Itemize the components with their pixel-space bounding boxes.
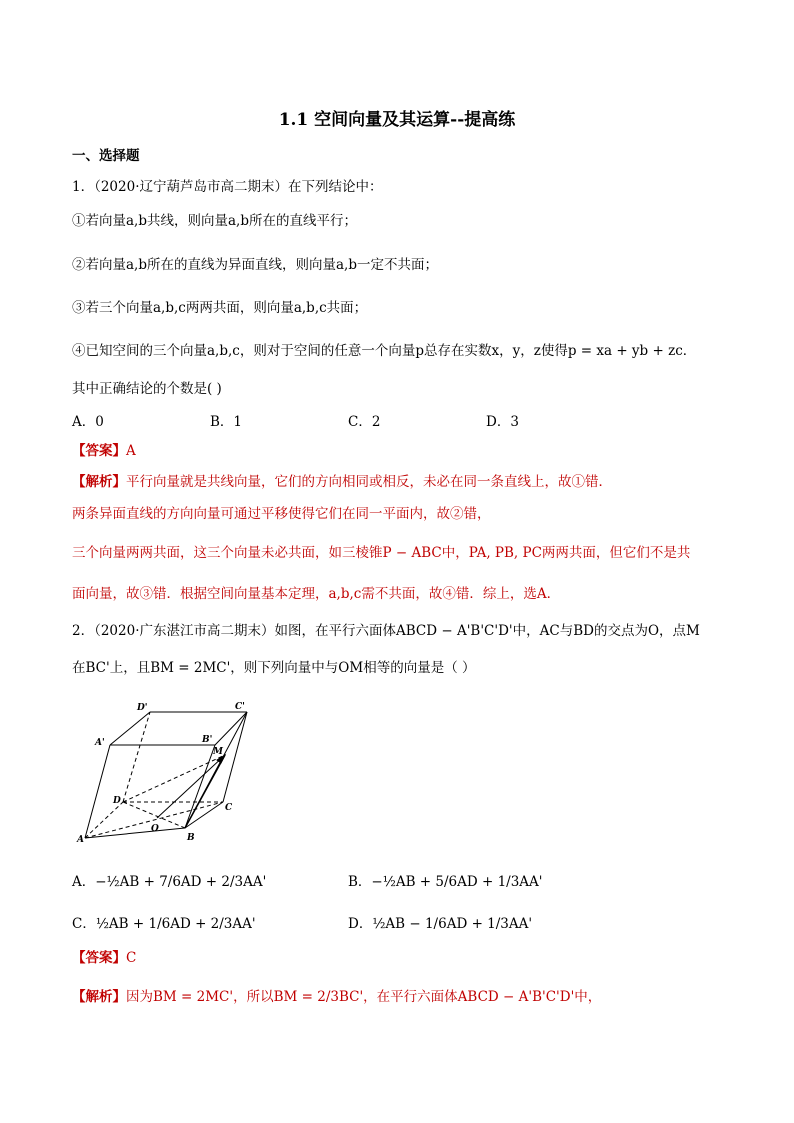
- q1-stem: 1．（2020·辽宁葫芦岛市高二期末）在下列结论中：: [72, 179, 383, 195]
- q2-answer: [72, 949, 136, 967]
- label-c: C: [225, 803, 233, 813]
- label-a: A: [77, 835, 84, 845]
- label-b: B: [187, 833, 195, 843]
- edge-bc: [185, 802, 223, 828]
- label-bprime: B': [202, 735, 213, 745]
- q2-option-c: C．½AB + 1/6AD + 2/3AA': [72, 916, 256, 932]
- q1-explanation-3: 三个向量两两共面，这三个向量未必共面，如三棱锥P − ABC中，PA, PB, PC两两共面，但它们不是共: [72, 545, 691, 561]
- section-heading: 一、选择题: [72, 148, 140, 164]
- q1-explanation-2: 两条异面直线的方向向量可通过平移使得它们在同一平面内，故②错，: [72, 506, 491, 522]
- label-cprime: C': [235, 702, 245, 712]
- q1-explanation-1: [72, 473, 612, 491]
- q1-answer: [72, 442, 136, 460]
- explanation-tag: 【解析】: [72, 989, 126, 1005]
- label-dprime: D': [137, 703, 148, 713]
- q2-explanation-1: [72, 988, 601, 1006]
- q2-option-b: B．−½AB + 5/6AD + 1/3AA': [348, 874, 543, 890]
- q2-option-d: D．½AB − 1/6AD + 1/3AA': [348, 916, 533, 932]
- q1-option-a: A．0: [72, 414, 104, 430]
- parallelepiped-figure: [75, 700, 260, 845]
- q2-option-a: A．−½AB + 7/6AD + 2/3AA': [72, 874, 267, 890]
- q1-option-c: C．2: [348, 414, 381, 430]
- answer-value: C: [126, 950, 137, 966]
- page-title: 1.1 空间向量及其运算--提高练: [278, 110, 516, 130]
- answer-value: A: [126, 443, 136, 459]
- q2-stem-1: 2．（2020·广东湛江市高二期末）如图，在平行六面体ABCD − A'B'C'D'中，AC与BD的交点为O，点M: [72, 623, 700, 639]
- explanation-text: 因为BM = 2MC'，所以BM = 2/3BC'，在平行六面体ABCD − A'B'C'D'中，: [126, 989, 602, 1005]
- q2-stem-2: 在BC'上，且BM = 2MC'，则下列向量中与OM相等的向量是（ ）: [72, 660, 476, 676]
- q1-question: 其中正确结论的个数是( ): [72, 381, 222, 397]
- edge-ad: [110, 712, 150, 745]
- q1-statement-2: ②若向量a,b所在的直线为异面直线，则向量a,b一定不共面；: [72, 257, 438, 273]
- edge-ddprime-hidden: [123, 712, 150, 802]
- explanation-tag: 【解析】: [72, 474, 126, 490]
- edge-bm: [185, 755, 225, 828]
- segment-om: [157, 755, 225, 818]
- explanation-text: 平行向量就是共线向量，它们的方向相同或相反，未必在同一条直线上，故①错．: [126, 474, 612, 490]
- edge-ad-hidden: [85, 802, 123, 838]
- label-aprime: A': [95, 738, 105, 748]
- answer-tag: 【答案】: [72, 443, 126, 459]
- edge-ap: [85, 745, 110, 838]
- q1-option-d: D．3: [486, 414, 519, 430]
- label-d: D: [113, 796, 121, 806]
- answer-tag: 【答案】: [72, 950, 126, 966]
- label-m: M: [213, 747, 223, 757]
- edge-ab: [85, 828, 185, 838]
- q1-statement-1: ①若向量a,b共线，则向量a,b所在的直线平行；: [72, 213, 357, 229]
- q1-explanation-4: 面向量，故③错．根据空间向量基本定理，a,b,c需不共面，故④错．综上，选A．: [72, 586, 561, 602]
- label-o: O: [151, 824, 159, 834]
- q1-statement-3: ③若三个向量a,b,c两两共面，则向量a,b,c共面；: [72, 300, 368, 316]
- q1-option-b: B．1: [210, 414, 243, 430]
- edge-ccprime: [223, 712, 247, 802]
- seg-dm: [123, 755, 225, 802]
- q1-statement-4: ④已知空间的三个向量a,b,c，则对于空间的任意一个向量p总存在实数x，y，z使得p = xa + yb + zc．: [72, 343, 697, 359]
- edge-bbprime: [185, 745, 215, 828]
